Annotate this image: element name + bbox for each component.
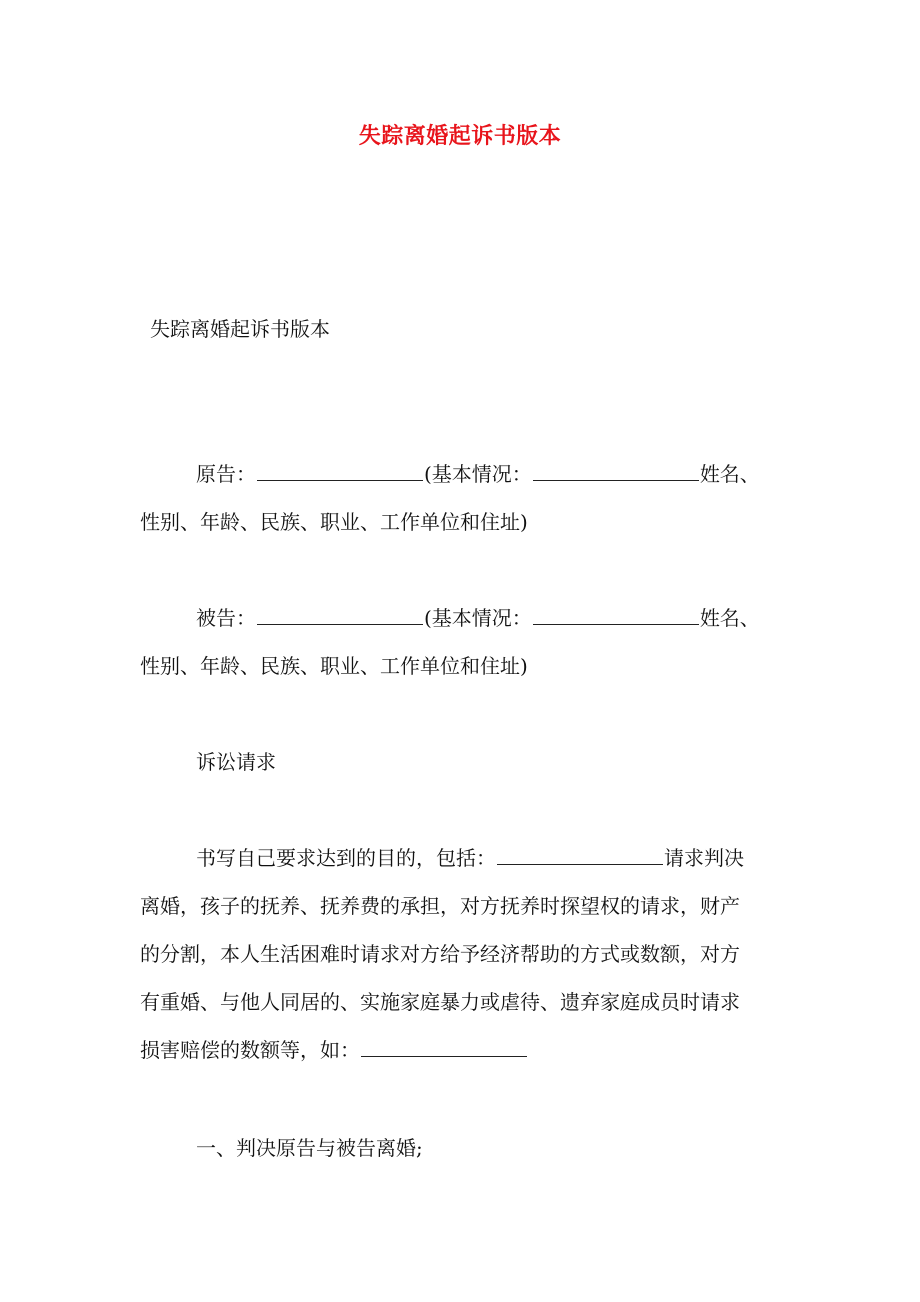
claims-line-1 — [140, 834, 800, 882]
defendant-paragraph — [140, 594, 800, 690]
plaintiff-details-line: 性别、年龄、民族、职业、工作单位和住址) — [140, 510, 528, 534]
claims-example-blank — [361, 1038, 527, 1057]
plaintiff-basic-info-open: (基本情况： — [424, 462, 532, 486]
plaintiff-info-blank — [533, 462, 699, 481]
claims-line-5 — [140, 1026, 800, 1074]
plaintiff-label: 原告： — [196, 462, 256, 486]
claims-purpose-blank — [497, 846, 663, 865]
document-subtitle: 失踪离婚起诉书版本 — [150, 317, 330, 341]
claims-intro-start: 书写自己要求达到的目的，包括： — [196, 846, 496, 870]
defendant-name-tail: 姓名、 — [699, 606, 760, 630]
defendant-line-1 — [140, 594, 800, 642]
claims-line-5-start: 损害赔偿的数额等，如： — [140, 1038, 360, 1062]
defendant-basic-info-open: (基本情况： — [424, 606, 532, 630]
defendant-label: 被告： — [196, 606, 256, 630]
claims-body-paragraph — [140, 834, 800, 1074]
claims-line-4: 有重婚、与他人同居的、实施家庭暴力或虐待、遗弃家庭成员时请求 — [140, 990, 740, 1014]
plaintiff-name-blank — [257, 462, 423, 481]
defendant-name-blank — [257, 606, 423, 625]
claim-item-1-line — [140, 1124, 800, 1172]
plaintiff-name-tail: 姓名、 — [699, 462, 760, 486]
claims-heading-line — [140, 738, 800, 786]
claims-heading: 诉讼请求 — [196, 750, 276, 774]
claim-item-1-paragraph — [140, 1124, 800, 1172]
claims-heading-paragraph — [140, 738, 800, 786]
claims-intro-end: 请求判决 — [664, 846, 744, 870]
claims-line-2: 离婚，孩子的抚养、抚养费的承担，对方抚养时探望权的请求，财产 — [140, 894, 740, 918]
claims-line-3: 的分割，本人生活困难时请求对方给予经济帮助的方式或数额，对方 — [140, 942, 740, 966]
defendant-details-line: 性别、年龄、民族、职业、工作单位和住址) — [140, 654, 528, 678]
plaintiff-line-1 — [140, 450, 800, 498]
claim-item-1: 一、判决原告与被告离婚; — [196, 1136, 423, 1160]
document-title: 失踪离婚起诉书版本 — [358, 123, 562, 149]
defendant-info-blank — [533, 606, 699, 625]
plaintiff-paragraph — [140, 450, 800, 546]
